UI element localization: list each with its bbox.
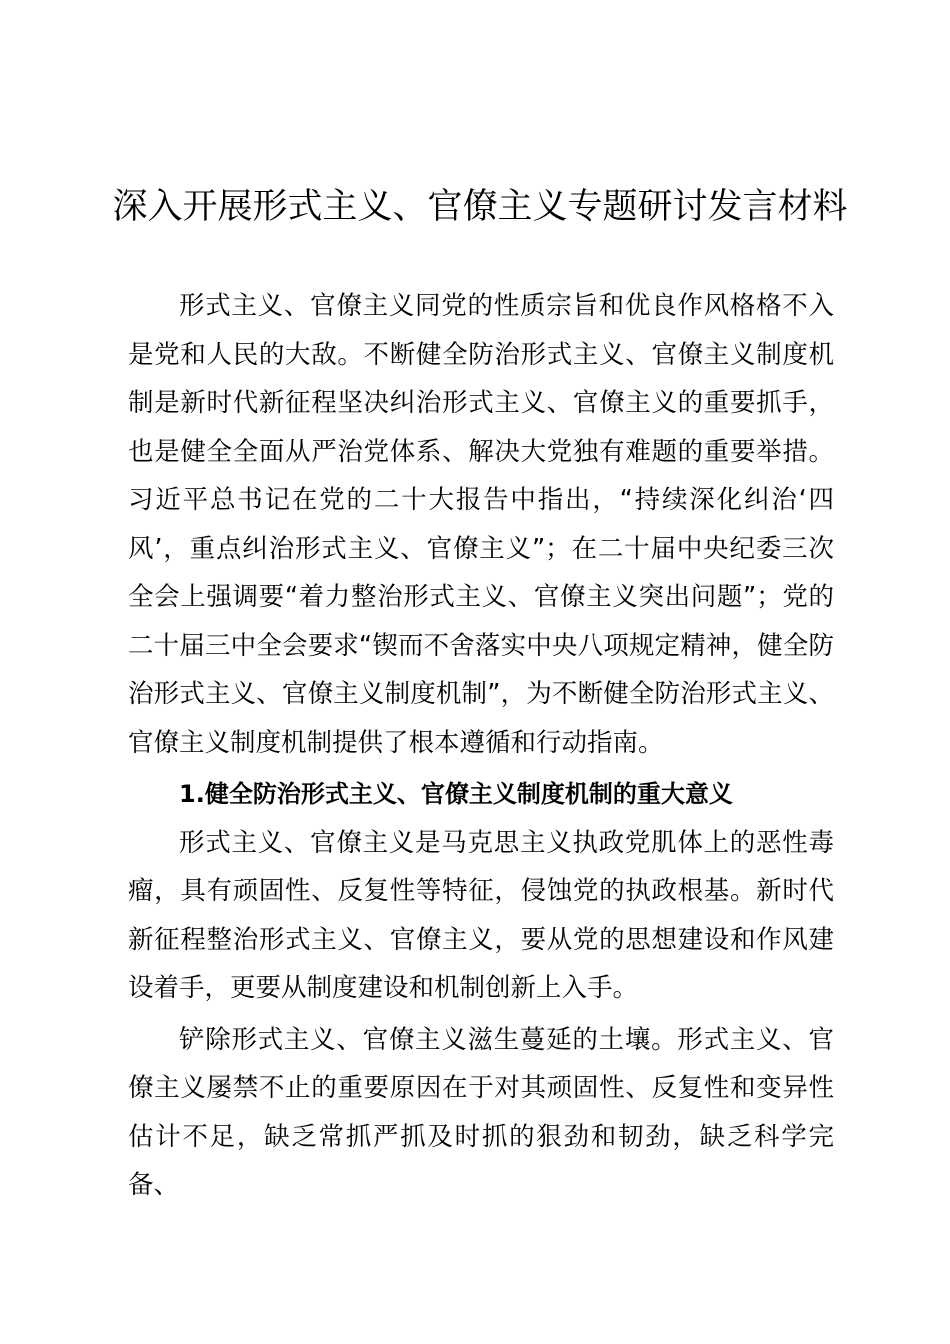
intro-paragraph: 形式主义、官僚主义同党的性质宗旨和优良作风格格不入是党和人民的大敌。不断健全防治形式主义、官僚主义制度机制是新时代新征程坚决纠治形式主义、官僚主义的重要抓手，也是健全全面从严治党体系、解决大党独有难题的重要举措。习近平总书记在党的二十大报告中指出，“持续深化纠治‘四风’，重点纠治形式主义、官僚主义”；在二十届中央纪委三次全会上强调要“着力整治形式主义、官僚主义突出问题”；党的二十届三中全会要求“锲而不舍落实中央八项规定精神，健全防治形式主义、官僚主义制度机制”，为不断健全防治形式主义、官僚主义制度机制提供了根本遵循和行动指南。	[128, 291, 834, 758]
document-title: 深入开展形式主义、官僚主义专题研讨发言材料	[112, 187, 848, 227]
document-body	[128, 282, 834, 1210]
section-paragraph-1: 形式主义、官僚主义是马克思主义执政党肌体上的恶性毒瘤，具有顽固性、反复性等特征，侵蚀党的执政根基。新时代新征程整治形式主义、官僚主义，要从党的思想建设和作风建设着手，更要从制度建设和机制创新上入手。	[128, 827, 834, 1003]
section-heading: 1.健全防治形式主义、官僚主义制度机制的重大意义	[179, 780, 733, 808]
section-paragraph-2: 铲除形式主义、官僚主义滋生蔓延的土壤。形式主义、官僚主义屡禁不止的重要原因在于对其顽固性、反复性和变异性估计不足，缺乏常抓严抓及时抓的狠劲和韧劲，缺乏科学完备、	[128, 1024, 834, 1200]
